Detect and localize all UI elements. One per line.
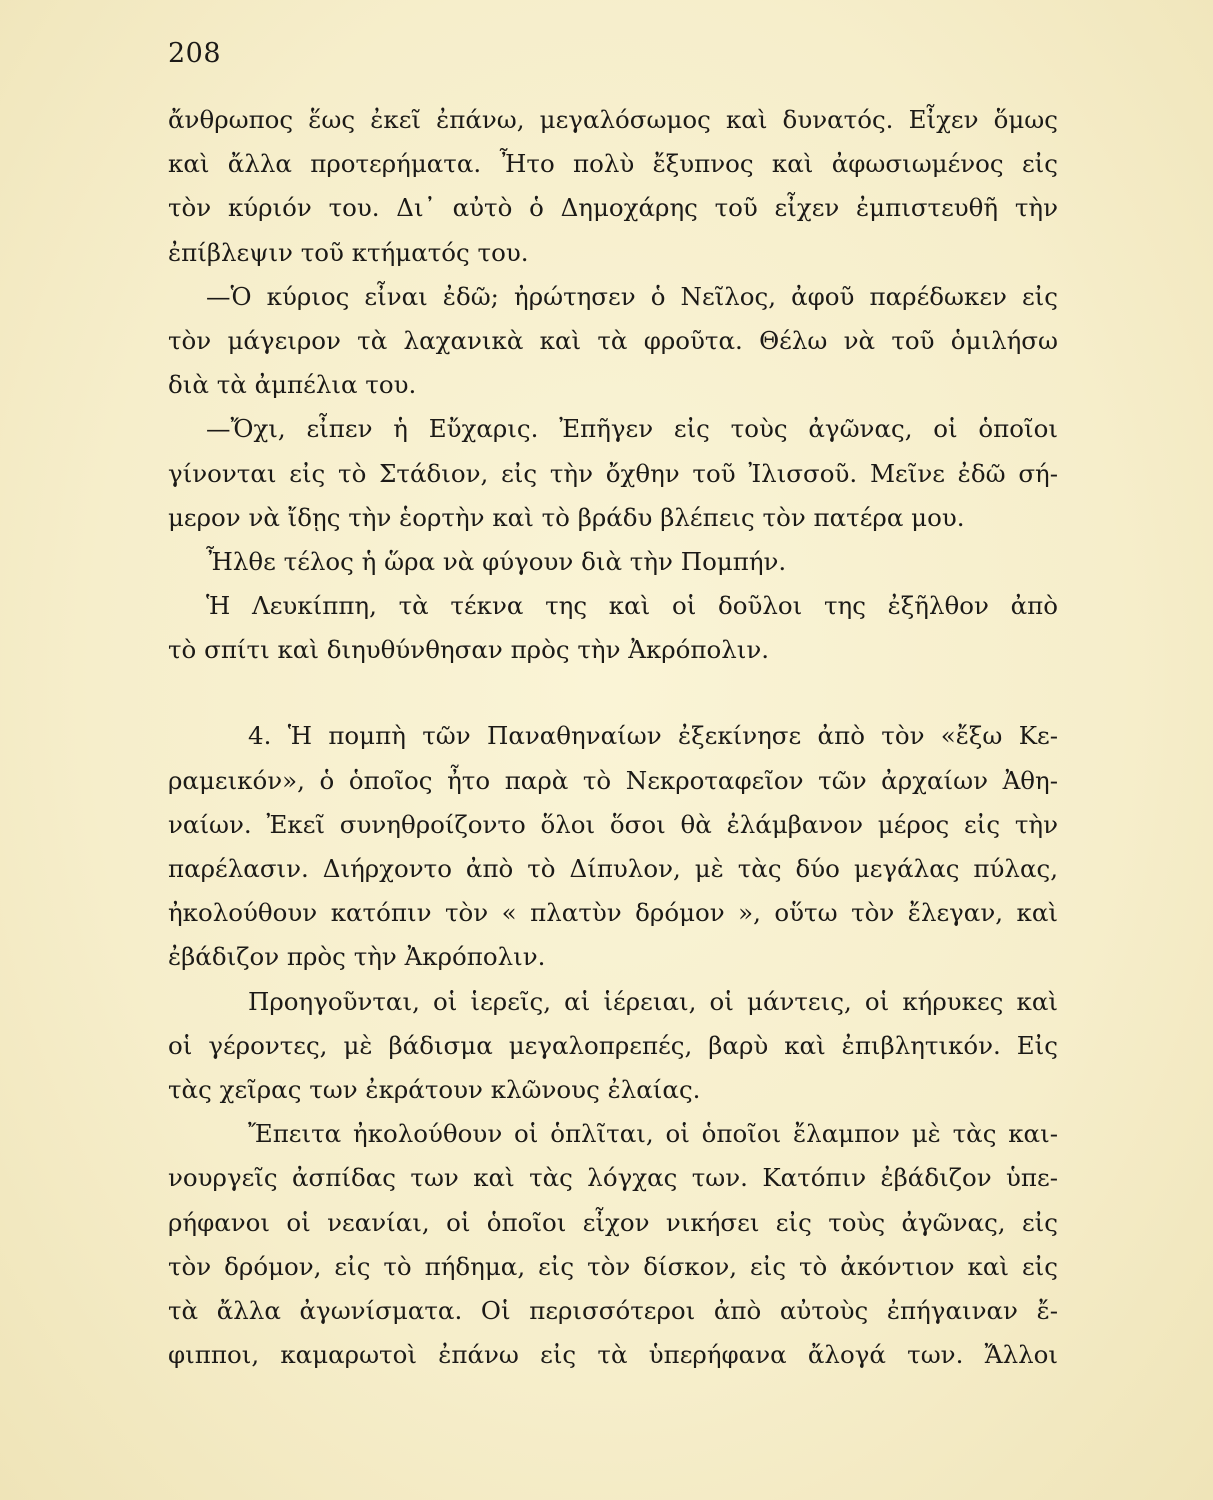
text-line: —Ὄχι, εἶπεν ἡ Εὔχαρις. Ἐπῆγεν εἰς τοὺς ἀγῶνας, οἱ ὁποῖοι (206, 414, 1058, 444)
text-line: οἱ γέροντες, μὲ βάδισμα μεγαλοπρεπές, βαρὺ καὶ ἐπιβλητικόν. Εἰς (168, 1030, 1058, 1060)
text-line: ρήφανοι οἱ νεανίαι, οἱ ὁποῖοι εἶχον νικήσει εἰς τοὺς ἀγῶνας, εἰς (168, 1207, 1058, 1237)
section-gap (168, 672, 1058, 714)
text-line: τὸ σπίτι καὶ διηυθύνθησαν πρὸς τὴν Ἀκρόπολιν. (168, 635, 770, 665)
text-line: τὰ ἄλλα ἀγωνίσματα. Οἱ περισσότεροι ἀπὸ αὐτοὺς ἐπήγαιναν ἔ- (168, 1295, 1058, 1325)
text-line: γίνονται εἰς τὸ Στάδιον, εἰς τὴν ὄχθην τοῦ Ἰλισσοῦ. Μεῖνε ἐδῶ σή- (168, 458, 1058, 488)
text-line: Ἡ Λευκίππη, τὰ τέκνα της καὶ οἱ δοῦλοι της ἐξῆλθον ἀπὸ (206, 591, 1058, 621)
text-line: διὰ τὰ ἀμπέλια του. (168, 370, 417, 400)
text-line: τὸν δρόμον, εἰς τὸ πήδημα, εἰς τὸν δίσκον, εἰς τὸ ἀκόντιον καὶ εἰς (168, 1251, 1058, 1281)
text-line: ἐπίβλεψιν τοῦ κτήματός του. (168, 237, 529, 267)
text-line: ἐβάδιζον πρὸς τὴν Ἀκρόπολιν. (168, 942, 546, 972)
text-line: φιπποι, καμαρωτοὶ ἐπάνω εἰς τὰ ὑπερήφανα ἄλογά των. Ἄλλοι (168, 1340, 1058, 1370)
section-heading-line: 4. Ἡ πομπὴ τῶν Παναθηναίων ἐξεκίνησε ἀπὸ τὸν «ἔξω Κε- (248, 721, 1058, 751)
text-line: καὶ ἄλλα προτερήματα. Ἦτο πολὺ ἔξυπνος καὶ ἀφωσιωμένος εἰς (168, 149, 1058, 179)
text-line: ἠκολούθουν κατόπιν τὸν « πλατὺν δρόμον », οὕτω τὸν ἔλεγαν, καὶ (168, 898, 1058, 928)
text-line: μερον νὰ ἴδῃς τὴν ἑορτὴν καὶ τὸ βράδυ βλέπεις τὸν πατέρα μου. (168, 502, 965, 532)
text-line: ραμεικόν», ὁ ὁποῖος ἦτο παρὰ τὸ Νεκροταφεῖον τῶν ἀρχαίων Ἀθη- (168, 765, 1058, 795)
text-line: Ἦλθε τέλος ἡ ὥρα νὰ φύγουν διὰ τὴν Πομπήν. (206, 546, 787, 576)
text-line: παρέλασιν. Διήρχοντο ἀπὸ τὸ Δίπυλον, μὲ τὰς δύο μεγάλας πύλας, (168, 854, 1058, 883)
text-line: τὰς χεῖρας των ἐκράτουν κλῶνους ἐλαίας. (168, 1074, 701, 1104)
text-line: Ἔπειτα ἠκολούθουν οἱ ὁπλῖται, οἱ ὁποῖοι ἔλαμπον μὲ τὰς και- (248, 1119, 1058, 1149)
text-line: νουργεῖς ἀσπίδας των καὶ τὰς λόγχας των. Κατόπιν ἐβάδιζον ὑπε- (168, 1163, 1058, 1193)
page-number: 208 (168, 38, 222, 69)
text-line: ἄνθρωπος ἕως ἐκεῖ ἐπάνω, μεγαλόσωμος καὶ δυνατός. Εἶχεν ὅμως (168, 105, 1058, 134)
text-line: ναίων. Ἐκεῖ συνηθροίζοντο ὅλοι ὅσοι θὰ ἐλάμβανον μέρος εἰς τὴν (168, 809, 1058, 839)
text-line: —Ὁ κύριος εἶναι ἐδῶ; ἠρώτησεν ὁ Νεῖλος, ἀφοῦ παρέδωκεν εἰς (206, 281, 1058, 311)
text-line: τὸν μάγειρον τὰ λαχανικὰ καὶ τὰ φροῦτα. Θέλω νὰ τοῦ ὁμιλήσω (168, 325, 1058, 355)
text-line: Προηγοῦνται, οἱ ἱερεῖς, αἱ ἱέρειαι, οἱ μάντεις, οἱ κήρυκες καὶ (248, 986, 1058, 1016)
page-body-text (168, 98, 1058, 1377)
text-line: τὸν κύριόν του. Δι᾿ αὐτὸ ὁ Δημοχάρης τοῦ εἶχεν ἐμπιστευθῆ τὴν (168, 193, 1058, 223)
